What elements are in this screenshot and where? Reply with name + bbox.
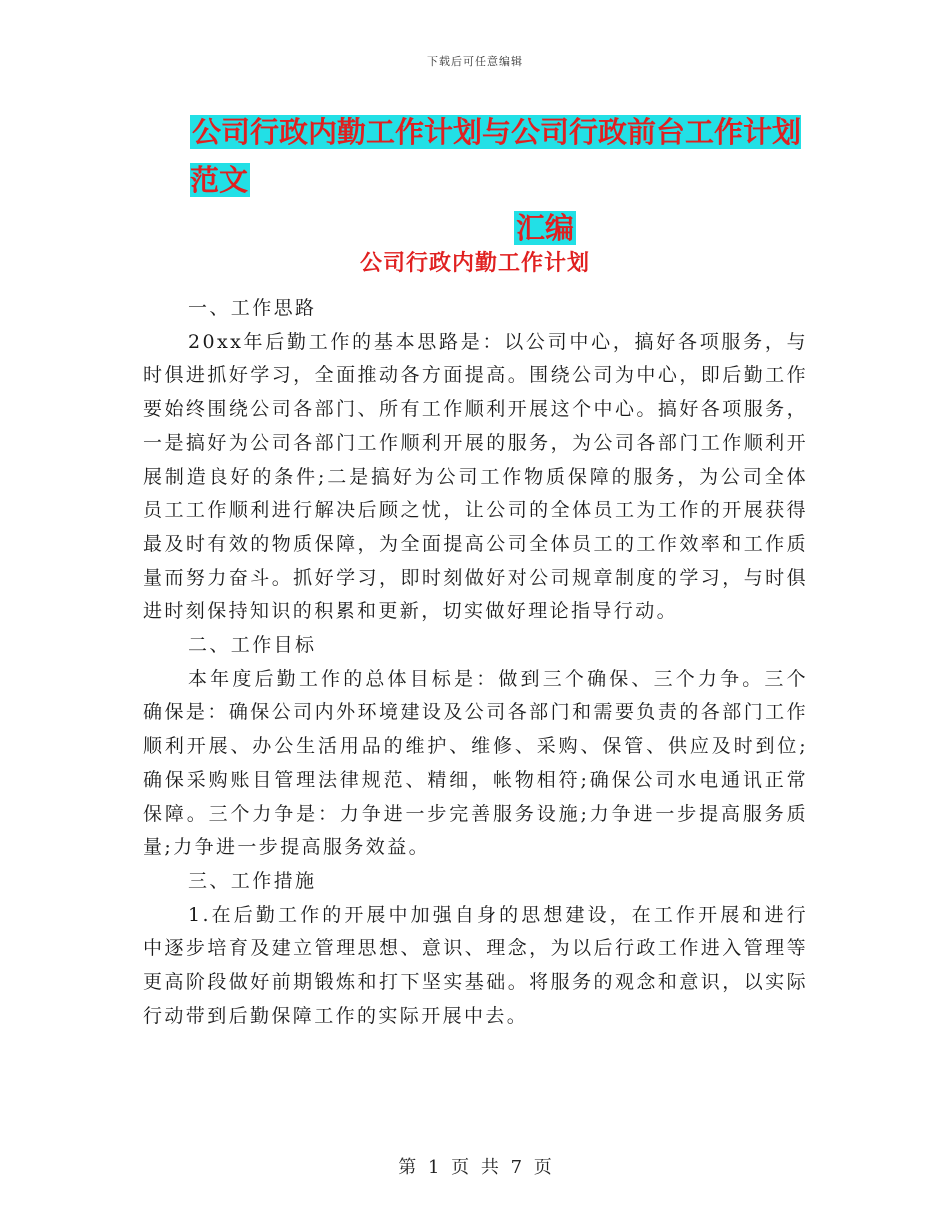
body-text [143,292,808,1033]
paragraph-work-approach: 20xx年后勤工作的基本思路是：以公司中心，搞好各项服务，与时俱进抓好学习，全面推动各方面提高。围绕公司为中心，即后勤工作要始终围绕公司各部门、所有工作顺利开展这个中心。搞好各项服务，一是搞好为公司各部门工作顺利开展的服务，为公司各部门工作顺利开展制造良好的条件;二是搞好为公司工作物质保障的服务，为公司全体员工工作顺利进行解决后顾之忧，让公司的全体员工为工作的开展获得最及时有效的物质保障，为全面提高公司全体员工的工作效率和工作质量而努力奋斗。抓好学习，即时刻做好对公司规章制度的学习，与时俱进时刻保持知识的积累和更新，切实做好理论指导行动。 [143,330,808,623]
document-title-line2: 汇编 [515,211,574,245]
header-note: 下载后可任意编辑 [427,55,523,68]
document-title [190,108,810,252]
heading-work-goals: 二、工作目标 [188,634,317,657]
section-title: 公司行政内勤工作计划 [359,251,590,276]
paragraph-work-measures-1: 1.在后勤工作的开展中加强自身的思想建设，在工作开展和进行中逐步培育及建立管理思想、意识、理念，为以后行政工作进入管理等更高阶段做好前期锻炼和打下坚实基础。将服务的观念和意识，以实际行动带到后勤保障工作的实际开展中去。 [143,903,808,1027]
heading-work-approach: 一、工作思路 [188,297,317,319]
paragraph-work-goals: 本年度后勤工作的总体目标是：做到三个确保、三个力争。三个确保是：确保公司内外环境建设及公司各部门和需要负责的各部门工作顺利开展、办公生活用品的维护、维修、采购、保管、供应及时到位;确保采购账目管理法律规范、精细，帐物相符;确保公司水电通讯正常保障。三个力争是：力争进一步完善服务设施;力争进一步提高服务质量;力争进一步提高服务效益。 [143,667,808,859]
document-title-line1: 公司行政内勤工作计划与公司行政前台工作计划范文 [190,115,802,197]
page-footer: 第 1 页 共 7 页 [398,1157,552,1178]
heading-work-measures: 三、工作措施 [188,869,317,892]
